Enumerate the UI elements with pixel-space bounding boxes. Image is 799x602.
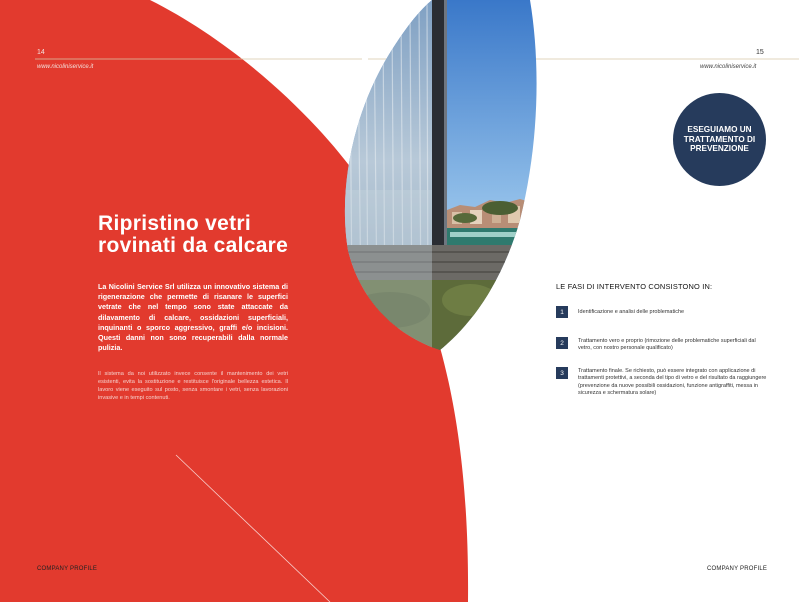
- phase-text: Identificazione e analisi delle problematiche: [578, 309, 685, 315]
- prevention-badge: [673, 93, 766, 186]
- secondary-paragraph: Il sistema da noi utilizzato invece consente il mantenimento dei vetri esistenti, evita la sostituzione e restituisce l'originale bellezza estetica. Il lavoro viene eseguito sul posto, senza smontare i vetri, senza lavorazioni invasive e in tempi contenuti.: [98, 371, 288, 401]
- right-footer: COMPANY PROFILE: [707, 566, 768, 572]
- title-line-2: rovinati da calcare: [98, 234, 289, 257]
- phase-number: 2: [556, 337, 568, 349]
- phase-text: Trattamento vero e proprio (rimozione delle problematiche superficiali dal vetro, con nostro personale qualificato): [578, 338, 756, 352]
- right-page-url: www.nicoliniservice.it: [700, 64, 757, 70]
- badge-text: ESEGUIAMO UN TRATTAMENTO DI PREVENZIONE: [683, 125, 756, 154]
- phase-number: 1: [556, 306, 568, 318]
- phases-heading: LE FASI DI INTERVENTO CONSISTONO IN:: [556, 282, 713, 291]
- lead-paragraph: La Nicolini Service Srl utilizza un innovativo sistema di rigenerazione che permette di risanare le superfici vetrate che nel tempo sono state attaccate da dilavamento di calcare, ossidazioni superficiali, inquinanti o sporco aggressivo, graffi e/o incisioni. Questi danni non sono recuperabili dalla normale pulizia.: [98, 282, 288, 353]
- page-title: [98, 213, 338, 257]
- right-page-number: 15: [756, 49, 764, 56]
- phase-text: Trattamento finale. Se richiesto, può essere integrato con applicazione di trattamenti protettivi, a seconda del tipo di vetro e del risultato da raggiungere (prevenzione da nuove possibili ossidazioni, funzione antigraffiti, messa in sicurezza e schermatura solare): [578, 368, 767, 396]
- left-page-number: 14: [37, 49, 45, 56]
- title-line-1: Ripristino vetri: [98, 212, 251, 235]
- left-footer: COMPANY PROFILE: [37, 566, 98, 572]
- phase-number: 3: [556, 367, 568, 379]
- left-page-url: www.nicoliniservice.it: [37, 64, 94, 70]
